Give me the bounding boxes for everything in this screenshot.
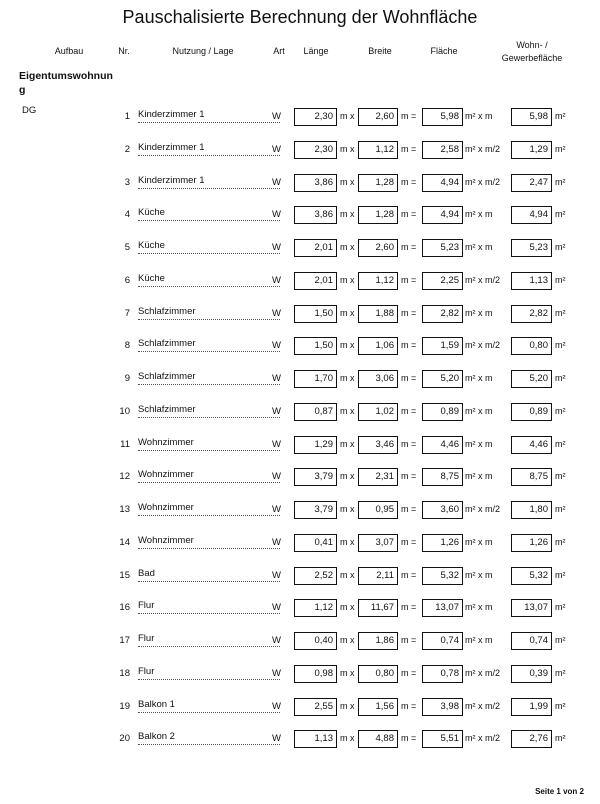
- table-row: [0, 239, 600, 259]
- living-area-field: 5,20: [511, 370, 552, 388]
- living-area-unit: m²: [555, 537, 566, 547]
- length-unit: m x: [340, 144, 355, 154]
- length-unit: m x: [340, 439, 355, 449]
- row-number: 6: [124, 275, 130, 286]
- table-row: [0, 206, 600, 226]
- length-field: 1,50: [294, 337, 337, 355]
- room-name: Wohnzimmer: [138, 502, 280, 516]
- length-unit: m x: [340, 177, 355, 187]
- table-row: [0, 403, 600, 423]
- row-number: 11: [120, 439, 130, 450]
- table-row: [0, 501, 600, 521]
- living-area-unit: m²: [555, 504, 566, 514]
- room-type: W: [272, 209, 281, 220]
- table-row: [0, 174, 600, 194]
- width-unit: m =: [401, 635, 417, 645]
- table-row: [0, 730, 600, 750]
- width-field: 1,02: [358, 403, 398, 421]
- room-type: W: [272, 668, 281, 679]
- living-area-field: 0,74: [511, 632, 552, 650]
- width-field: 1,12: [358, 141, 398, 159]
- row-number: 17: [119, 635, 130, 646]
- room-type: W: [272, 340, 281, 351]
- living-area-unit: m²: [555, 308, 566, 318]
- area-factor: m² x m: [465, 602, 493, 612]
- length-field: 1,13: [294, 730, 337, 748]
- living-area-unit: m²: [555, 602, 566, 612]
- row-number: 1: [124, 111, 130, 122]
- header-wohnflaeche-line1: Wohn- /: [516, 40, 548, 50]
- width-unit: m =: [401, 111, 417, 121]
- length-unit: m x: [340, 602, 355, 612]
- length-unit: m x: [340, 733, 355, 743]
- width-field: 11,67: [358, 599, 398, 617]
- area-factor: m² x m: [465, 242, 493, 252]
- room-name: Flur: [138, 600, 280, 614]
- living-area-unit: m²: [555, 111, 566, 121]
- room-name: Balkon 1: [138, 699, 280, 713]
- row-number: 20: [119, 733, 130, 744]
- room-name: Kinderzimmer 1: [138, 175, 280, 189]
- room-name: Schlafzimmer: [138, 371, 280, 385]
- length-field: 2,55: [294, 698, 337, 716]
- length-unit: m x: [340, 406, 355, 416]
- room-name: Bad: [138, 568, 280, 582]
- width-unit: m =: [401, 308, 417, 318]
- length-field: 1,12: [294, 599, 337, 617]
- area-field: 5,32: [422, 567, 463, 585]
- length-unit: m x: [340, 209, 355, 219]
- floor-label: DG: [22, 105, 37, 116]
- row-number: 8: [124, 340, 130, 351]
- area-factor: m² x m/2: [465, 504, 500, 514]
- room-name: Schlafzimmer: [138, 306, 280, 320]
- room-name: Küche: [138, 273, 280, 287]
- area-factor: m² x m/2: [465, 733, 500, 743]
- room-type: W: [272, 406, 281, 417]
- room-type: W: [272, 570, 281, 581]
- width-unit: m =: [401, 537, 417, 547]
- width-unit: m =: [401, 340, 417, 350]
- table-row: [0, 337, 600, 357]
- header-aufbau: Aufbau: [54, 46, 84, 56]
- living-area-unit: m²: [555, 177, 566, 187]
- width-field: 1,88: [358, 305, 398, 323]
- room-type: W: [272, 144, 281, 155]
- length-unit: m x: [340, 373, 355, 383]
- room-type: W: [272, 537, 281, 548]
- living-area-field: 5,23: [511, 239, 552, 257]
- table-row: [0, 468, 600, 488]
- room-type: W: [272, 111, 281, 122]
- length-field: 1,70: [294, 370, 337, 388]
- length-unit: m x: [340, 471, 355, 481]
- length-field: 2,01: [294, 239, 337, 257]
- room-name: Küche: [138, 240, 280, 254]
- living-area-field: 5,98: [511, 108, 552, 126]
- header-breite: Breite: [368, 46, 392, 56]
- section-label-line1: Eigentumswohnun: [19, 70, 113, 82]
- living-area-field: 1,80: [511, 501, 552, 519]
- row-number: 2: [124, 144, 130, 155]
- width-unit: m =: [401, 242, 417, 252]
- length-unit: m x: [340, 668, 355, 678]
- length-field: 0,41: [294, 534, 337, 552]
- room-name: Wohnzimmer: [138, 437, 280, 451]
- area-field: 2,58: [422, 141, 463, 159]
- length-field: 3,86: [294, 206, 337, 224]
- table-row: [0, 305, 600, 325]
- length-field: 3,79: [294, 501, 337, 519]
- length-unit: m x: [340, 504, 355, 514]
- area-factor: m² x m: [465, 570, 493, 580]
- length-unit: m x: [340, 308, 355, 318]
- width-field: 1,06: [358, 337, 398, 355]
- area-field: 2,25: [422, 272, 463, 290]
- length-unit: m x: [340, 570, 355, 580]
- area-factor: m² x m/2: [465, 177, 500, 187]
- length-field: 0,40: [294, 632, 337, 650]
- header-art: Art: [273, 46, 285, 56]
- table-row: [0, 108, 600, 128]
- area-field: 3,98: [422, 698, 463, 716]
- living-area-unit: m²: [555, 242, 566, 252]
- living-area-unit: m²: [555, 406, 566, 416]
- table-row: [0, 665, 600, 685]
- area-field: 8,75: [422, 468, 463, 486]
- length-field: 2,30: [294, 141, 337, 159]
- width-unit: m =: [401, 275, 417, 285]
- width-unit: m =: [401, 701, 417, 711]
- living-area-field: 4,94: [511, 206, 552, 224]
- width-unit: m =: [401, 209, 417, 219]
- room-name: Kinderzimmer 1: [138, 109, 280, 123]
- length-unit: m x: [340, 275, 355, 285]
- width-field: 0,95: [358, 501, 398, 519]
- area-field: 0,74: [422, 632, 463, 650]
- room-name: Kinderzimmer 1: [138, 142, 280, 156]
- living-area-unit: m²: [555, 668, 566, 678]
- room-name: Schlafzimmer: [138, 404, 280, 418]
- table-row: [0, 436, 600, 456]
- header-wohnflaeche: [492, 39, 572, 65]
- length-field: 2,52: [294, 567, 337, 585]
- width-field: 3,06: [358, 370, 398, 388]
- area-factor: m² x m: [465, 635, 493, 645]
- room-name: Küche: [138, 207, 280, 221]
- area-factor: m² x m/2: [465, 275, 500, 285]
- width-field: 0,80: [358, 665, 398, 683]
- living-area-unit: m²: [555, 275, 566, 285]
- room-type: W: [272, 504, 281, 515]
- width-unit: m =: [401, 439, 417, 449]
- row-number: 12: [119, 471, 130, 482]
- room-type: W: [272, 602, 281, 613]
- living-area-field: 1,26: [511, 534, 552, 552]
- room-name: Wohnzimmer: [138, 469, 280, 483]
- room-type: W: [272, 439, 281, 450]
- living-area-field: 4,46: [511, 436, 552, 454]
- header-nr: Nr.: [118, 46, 130, 56]
- width-field: 1,56: [358, 698, 398, 716]
- page-title: Pauschalisierte Berechnung der Wohnfläche: [122, 7, 478, 27]
- header-laenge: Länge: [303, 46, 329, 56]
- room-name: Flur: [138, 633, 280, 647]
- row-number: 16: [119, 602, 130, 613]
- length-field: 2,01: [294, 272, 337, 290]
- row-number: 15: [119, 570, 130, 581]
- table-row: [0, 698, 600, 718]
- area-factor: m² x m/2: [465, 340, 500, 350]
- area-factor: m² x m/2: [465, 701, 500, 711]
- area-factor: m² x m: [465, 537, 493, 547]
- area-factor: m² x m: [465, 406, 493, 416]
- width-unit: m =: [401, 668, 417, 678]
- row-number: 7: [124, 308, 130, 319]
- area-factor: m² x m: [465, 308, 493, 318]
- width-field: 2,31: [358, 468, 398, 486]
- living-area-unit: m²: [555, 701, 566, 711]
- row-number: 3: [124, 177, 130, 188]
- table-row: [0, 632, 600, 652]
- living-area-unit: m²: [555, 439, 566, 449]
- room-type: W: [272, 635, 281, 646]
- area-field: 4,94: [422, 206, 463, 224]
- width-field: 1,28: [358, 206, 398, 224]
- living-area-field: 1,29: [511, 141, 552, 159]
- living-area-field: 0,39: [511, 665, 552, 683]
- room-name: Flur: [138, 666, 280, 680]
- row-number: 18: [119, 668, 130, 679]
- length-unit: m x: [340, 537, 355, 547]
- width-field: 1,28: [358, 174, 398, 192]
- area-field: 5,23: [422, 239, 463, 257]
- width-unit: m =: [401, 570, 417, 580]
- row-number: 14: [119, 537, 130, 548]
- living-area-field: 13,07: [511, 599, 552, 617]
- length-field: 3,79: [294, 468, 337, 486]
- room-name: Balkon 2: [138, 731, 280, 745]
- width-field: 1,86: [358, 632, 398, 650]
- table-row: [0, 567, 600, 587]
- living-area-field: 2,82: [511, 305, 552, 323]
- area-factor: m² x m/2: [465, 668, 500, 678]
- area-field: 0,89: [422, 403, 463, 421]
- living-area-unit: m²: [555, 570, 566, 580]
- area-field: 3,60: [422, 501, 463, 519]
- length-unit: m x: [340, 340, 355, 350]
- width-field: 2,11: [358, 567, 398, 585]
- room-type: W: [272, 471, 281, 482]
- row-number: 4: [124, 209, 130, 220]
- width-field: 1,12: [358, 272, 398, 290]
- area-field: 5,51: [422, 730, 463, 748]
- living-area-unit: m²: [555, 340, 566, 350]
- header-nutzung: Nutzung / Lage: [172, 46, 234, 56]
- row-number: 5: [124, 242, 130, 253]
- living-area-unit: m²: [555, 373, 566, 383]
- room-type: W: [272, 733, 281, 744]
- row-number: 9: [124, 373, 130, 384]
- area-field: 1,59: [422, 337, 463, 355]
- living-area-field: 2,47: [511, 174, 552, 192]
- width-unit: m =: [401, 177, 417, 187]
- living-area-field: 5,32: [511, 567, 552, 585]
- room-type: W: [272, 275, 281, 286]
- row-number: 19: [119, 701, 130, 712]
- living-area-field: 2,76: [511, 730, 552, 748]
- width-field: 3,46: [358, 436, 398, 454]
- table-row: [0, 599, 600, 619]
- length-field: 1,50: [294, 305, 337, 323]
- table-row: [0, 272, 600, 292]
- area-field: 5,20: [422, 370, 463, 388]
- area-factor: m² x m: [465, 373, 493, 383]
- width-unit: m =: [401, 406, 417, 416]
- area-factor: m² x m: [465, 111, 493, 121]
- width-unit: m =: [401, 471, 417, 481]
- header-wohnflaeche-line2: Gewerbefläche: [501, 53, 563, 63]
- living-area-unit: m²: [555, 209, 566, 219]
- room-type: W: [272, 373, 281, 384]
- area-field: 2,82: [422, 305, 463, 323]
- room-name: Wohnzimmer: [138, 535, 280, 549]
- living-area-unit: m²: [555, 471, 566, 481]
- page-footer: Seite 1 von 2: [535, 787, 584, 796]
- length-unit: m x: [340, 111, 355, 121]
- room-name: Schlafzimmer: [138, 338, 280, 352]
- length-field: 0,87: [294, 403, 337, 421]
- living-area-unit: m²: [555, 144, 566, 154]
- table-row: [0, 370, 600, 390]
- width-field: 4,88: [358, 730, 398, 748]
- room-type: W: [272, 701, 281, 712]
- area-field: 4,94: [422, 174, 463, 192]
- area-factor: m² x m: [465, 471, 493, 481]
- width-field: 2,60: [358, 239, 398, 257]
- width-unit: m =: [401, 504, 417, 514]
- header-flaeche: Fläche: [430, 46, 458, 56]
- area-factor: m² x m: [465, 439, 493, 449]
- length-field: 2,30: [294, 108, 337, 126]
- width-unit: m =: [401, 602, 417, 612]
- living-area-field: 8,75: [511, 468, 552, 486]
- length-unit: m x: [340, 242, 355, 252]
- room-type: W: [272, 177, 281, 188]
- width-unit: m =: [401, 733, 417, 743]
- living-area-field: 0,80: [511, 337, 552, 355]
- room-type: W: [272, 242, 281, 253]
- section-label: [19, 69, 139, 97]
- living-area-field: 1,99: [511, 698, 552, 716]
- room-type: W: [272, 308, 281, 319]
- area-field: 5,98: [422, 108, 463, 126]
- table-row: [0, 141, 600, 161]
- width-unit: m =: [401, 144, 417, 154]
- width-field: 2,60: [358, 108, 398, 126]
- row-number: 10: [119, 406, 130, 417]
- living-area-unit: m²: [555, 733, 566, 743]
- area-factor: m² x m/2: [465, 144, 500, 154]
- section-label-line2: g: [19, 84, 26, 96]
- area-field: 0,78: [422, 665, 463, 683]
- length-field: 0,98: [294, 665, 337, 683]
- area-field: 13,07: [422, 599, 463, 617]
- length-unit: m x: [340, 635, 355, 645]
- area-factor: m² x m: [465, 209, 493, 219]
- length-field: 3,86: [294, 174, 337, 192]
- area-field: 4,46: [422, 436, 463, 454]
- living-area-field: 0,89: [511, 403, 552, 421]
- living-area-field: 1,13: [511, 272, 552, 290]
- row-number: 13: [119, 504, 130, 515]
- length-unit: m x: [340, 701, 355, 711]
- living-area-unit: m²: [555, 635, 566, 645]
- table-row: [0, 534, 600, 554]
- area-field: 1,26: [422, 534, 463, 552]
- width-field: 3,07: [358, 534, 398, 552]
- width-unit: m =: [401, 373, 417, 383]
- length-field: 1,29: [294, 436, 337, 454]
